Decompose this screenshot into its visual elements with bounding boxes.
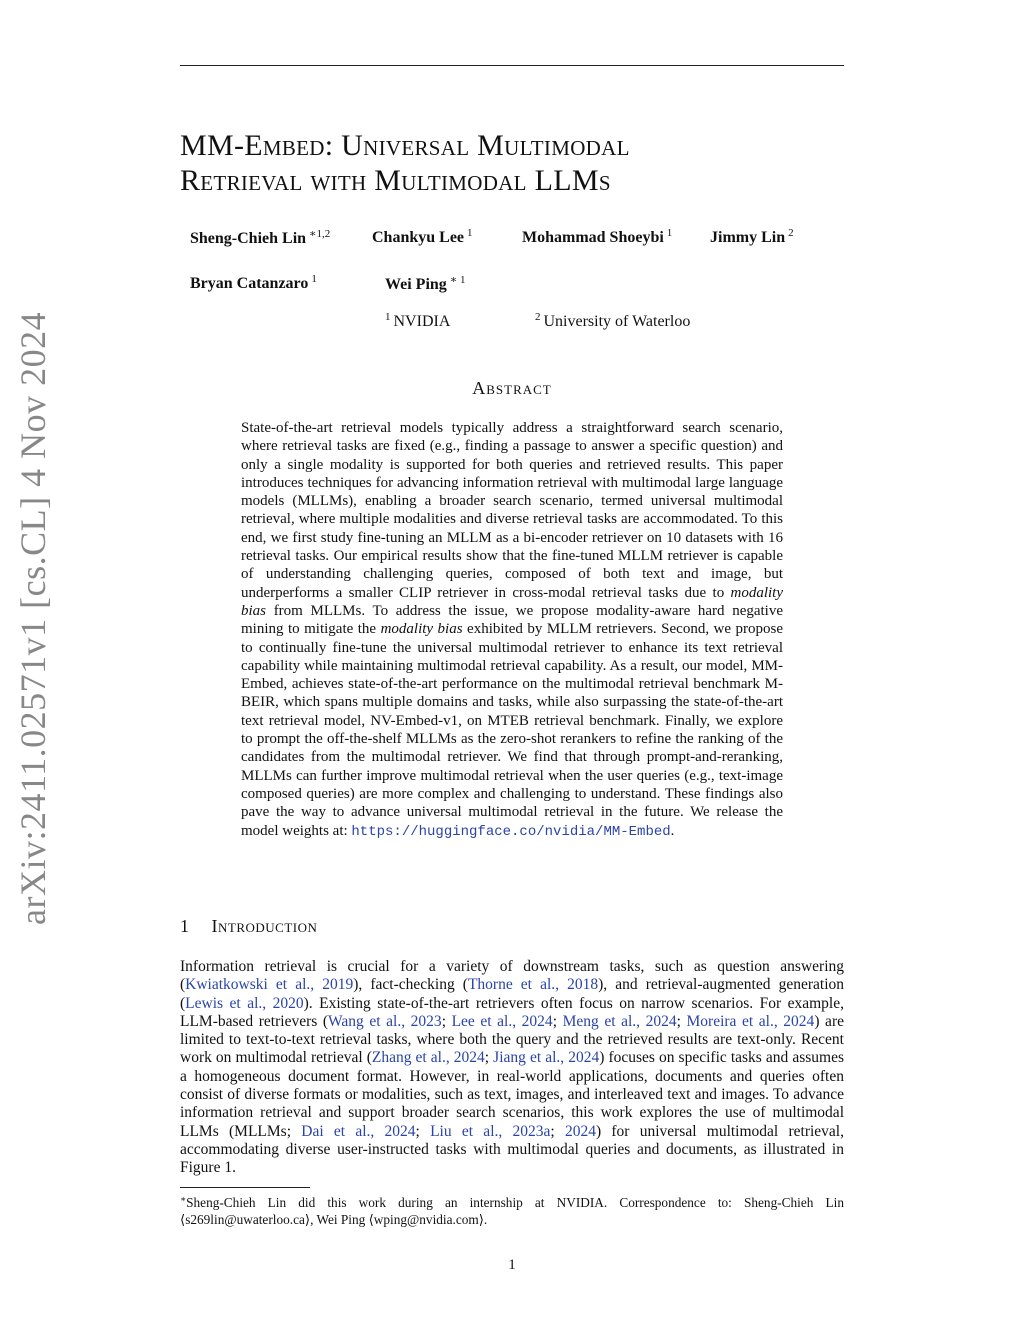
intro-separator: ; [484,1049,494,1067]
affiliation-name: University of Waterloo [543,313,691,330]
author-affiliation-marker: ∗ 1 [449,274,466,286]
title-line-1: MM-Embed: Universal Multimodal [180,129,630,162]
affiliation-name: NVIDIA [393,313,451,330]
citation-link[interactable]: Zhang et al., 2024 [371,1049,485,1067]
author-2 [372,227,473,247]
abstract-text: from MLLMs. To address the issue, we propose modality-aware hard negative mining to mitigate the [241,602,784,638]
abstract-heading: Abstract [472,378,552,398]
arxiv-identifier-stamp: arXiv:2411.02571v1 [cs.CL] 4 Nov 2024 [13,311,53,925]
footnote-marker: ∗ [180,1194,187,1204]
intro-separator: ; [441,1012,452,1030]
citation-link[interactable]: Dai et al., 2024 [301,1122,416,1140]
intro-separator: ; [415,1122,431,1140]
affiliation-marker: 1 [385,311,391,323]
introduction-paragraph [180,958,844,1178]
author-affiliation-marker: 1 [467,227,473,239]
author-name: Sheng-Chieh Lin [190,230,307,247]
author-affiliation-marker: 1 [666,227,673,239]
abstract-emphasis: modality bias [380,621,463,638]
author-name: Chankyu Lee [372,229,465,246]
citation-link[interactable]: Meng et al., 2024 [562,1012,677,1030]
author-name: Jimmy Lin [710,229,786,246]
citation-link[interactable]: Kwiatkowski et al., 2019 [185,976,354,994]
intro-text: ) for universal multimodal retrieval, accommodating diverse user-instructed tasks with multimodal queries and documents, as illustrated in Figure 1. [180,1122,844,1177]
page-number: 1 [508,1257,516,1273]
author-affiliation-marker: 1 [311,273,317,285]
footnote-text: Sheng-Chieh Lin did this work during an internship at NVIDIA. Correspondence to: Sheng-Chieh Lin ⟨s269lin@uwaterloo.ca⟩, Wei Ping ⟨wping@nvidia.com⟩. [180,1195,844,1227]
author-affiliation-marker: ∗1,2 [309,228,331,240]
intro-text: ) focuses on specific tasks and assumes a homogeneous document format. However, in real-world applications, documents and queries often consist of diverse formats or modalities, such as text, images, and interleaved text and images. To advance information retrieval and support broader search scenarios, this work explores the use of multimodal LLMs (MLLMs; [180,1049,844,1140]
footnote-rule [180,1187,310,1188]
author-affiliation-marker: 2 [788,227,794,239]
author-4 [710,227,794,247]
intro-text: ), and retrieval-augmented generation ( [180,976,844,1012]
intro-separator: ; [676,1012,687,1030]
affiliation-1 [385,311,450,331]
section-heading-introduction [180,916,317,937]
affiliation-2 [535,311,690,331]
author-3 [522,227,672,247]
intro-text: Information retrieval is crucial for a variety of downstream tasks, such as question answering ( [180,958,844,994]
intro-text: ) are limited to text-to-text retrieval tasks, where both the query and the retrieved results are text-only. Recent work on multimodal retrieval ( [180,1012,844,1067]
author-1 [190,227,330,248]
abstract-text: . [670,822,675,839]
citation-link[interactable]: Liu et al., 2023a [430,1122,551,1140]
citation-link[interactable]: Lee et al., 2024 [451,1012,553,1030]
abstract-text: State-of-the-art retrieval models typically address a straightforward search scenario, where retrieval tasks are fixed (e.g., finding a passage to answer a specific question) and only a single modality is supported for both queries and retrieved results. This paper introduces techniques for advancing information retrieval with multimodal large language models (MLLMs), enabling a broader search scenario, termed universal multimodal retrieval, where multiple modalities and diverse retrieval tasks are accommodated. To this end, we first study fine-tuning an MLLM as a bi-encoder retriever on 10 datasets with 16 retrieval tasks. Our empirical results show that the fine-tuned MLLM retriever is capable of understanding challenging queries, composed of both text and image, but underperforms a smaller CLIP retriever in cross-modal retrieval tasks due to [241,420,783,601]
author-6 [385,273,466,294]
citation-link[interactable]: Lewis et al., 2020 [185,994,304,1012]
section-title: Introduction [211,916,318,936]
citation-link[interactable]: Jiang et al., 2024 [493,1049,600,1067]
citation-link[interactable]: Thorne et al., 2018 [467,976,599,994]
title-line-2: Retrieval with Multimodal LLMs [180,164,611,197]
abstract-text: exhibited by MLLM retrievers. Second, we propose to continually fine-tune the universal multimodal retriever to enhance its text retrieval capability while maintaining multimodal retrieval capability. As a result, our model, MM-Embed, achieves state-of-the-art performance on the multimodal retrieval benchmark M-BEIR, which spans multiple domains and tasks, while also surpassing the state-of-the-art text retrieval model, NV-Embed-v1, on MTEB retrieval benchmark. Finally, we explore to prompt the off-the-shelf MLLMs as the zero-shot rerankers to refine the ranking of the candidates from the multimodal retriever. We find that through prompt-and-reranking, MLLMs can further improve multimodal retrieval when the user queries (e.g., text-image composed queries) are more complex and challenging to understand. These findings also pave the way to advance universal multimodal retrieval in the future. We release the model weights at: [241,621,784,839]
model-weights-link[interactable]: https://huggingface.co/nvidia/MM-Embed [351,823,671,840]
intro-separator: ; [552,1012,563,1030]
citation-link[interactable]: Moreira et al., 2024 [686,1012,815,1030]
intro-text: ), fact-checking ( [353,976,468,994]
top-rule [180,65,844,66]
author-name: Mohammad Shoeybi [522,229,664,246]
citation-link[interactable]: 2024 [564,1122,596,1140]
intro-separator: ; [550,1122,565,1140]
section-number: 1 [180,916,190,936]
abstract-emphasis: modality bias [241,584,784,619]
author-name: Wei Ping [385,276,447,293]
author-5 [190,273,317,293]
paper-title [180,128,844,198]
intro-text: ). Existing state-of-the-art retrievers often focus on narrow scenarios. For example, LLM-based retrievers ( [180,994,844,1030]
affiliation-marker: 2 [535,311,541,323]
author-name: Bryan Catanzaro [190,275,309,292]
abstract-body [241,419,783,841]
citation-link[interactable]: Wang et al., 2023 [328,1012,442,1030]
footnote [180,1191,844,1228]
